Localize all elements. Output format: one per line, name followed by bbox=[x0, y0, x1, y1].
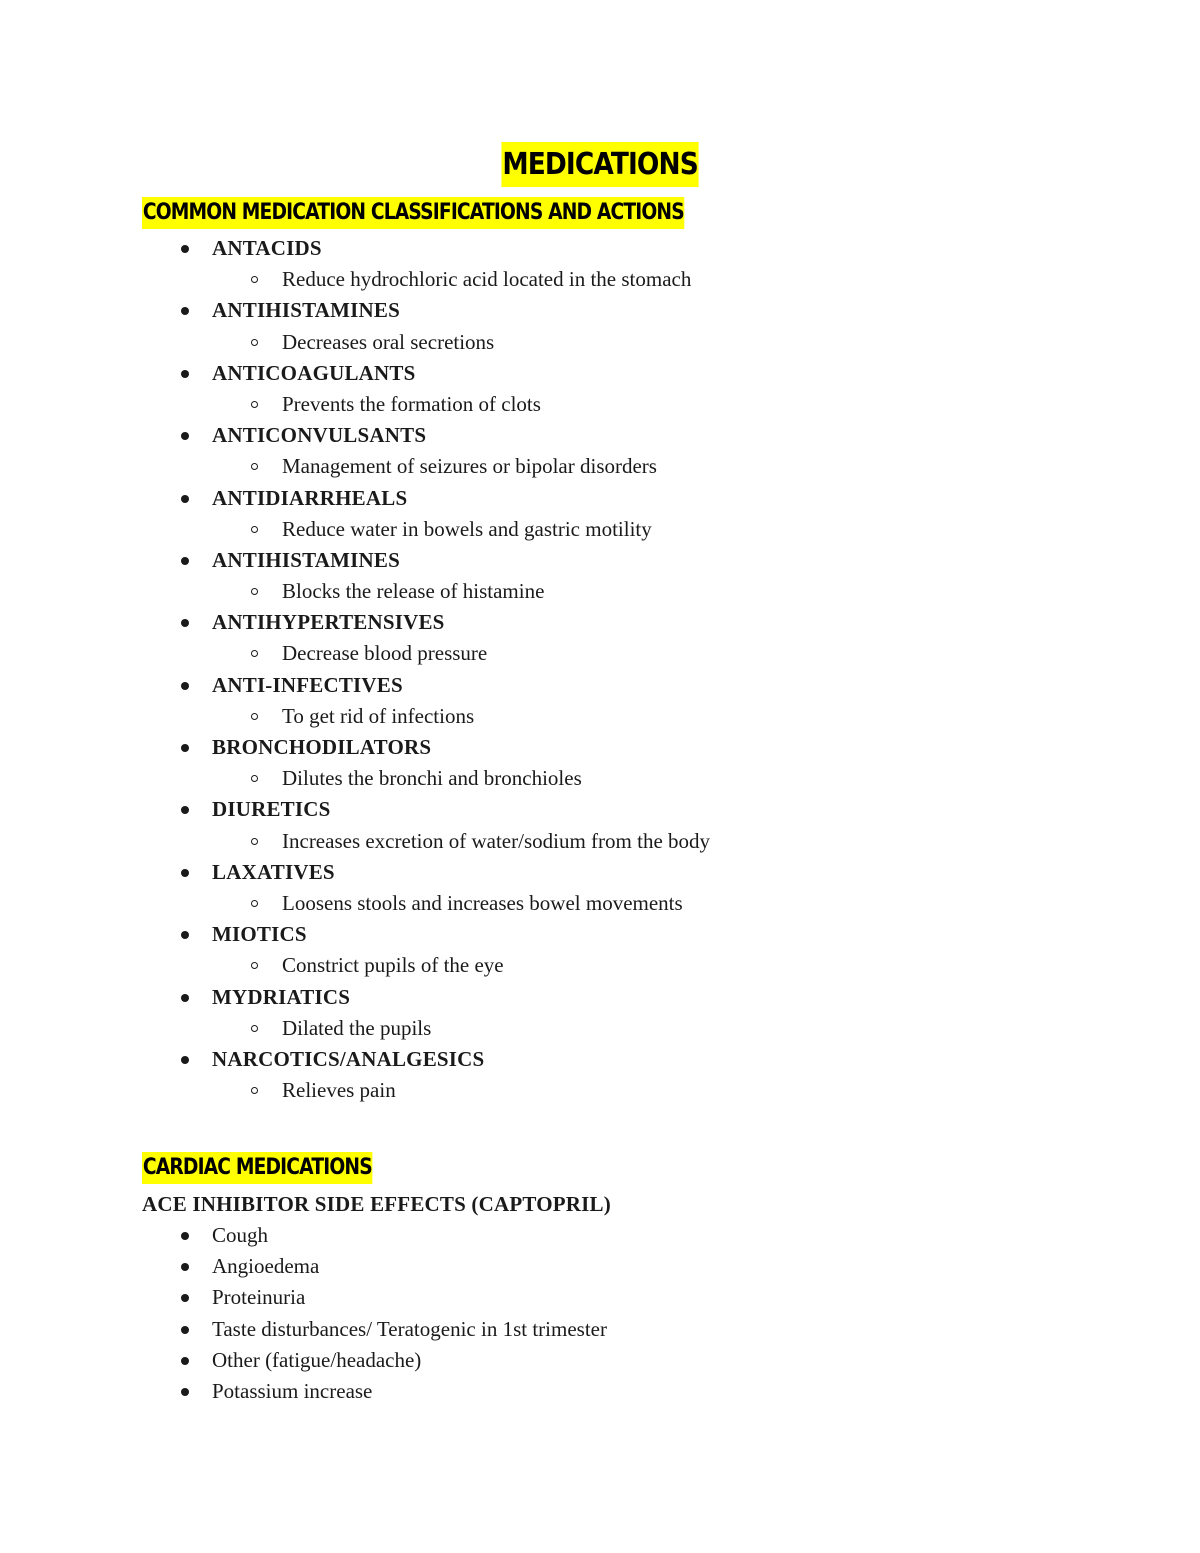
bullet-dot-icon bbox=[181, 931, 189, 939]
bullet-circle-icon bbox=[251, 401, 258, 408]
classification-term: NARCOTICS/ANALGESICS bbox=[212, 1046, 485, 1071]
bullet-circle-icon bbox=[251, 962, 258, 969]
bullet-circle-icon bbox=[251, 650, 258, 657]
side-effect-text: Angioedema bbox=[212, 1254, 320, 1279]
classification-term: MIOTICS bbox=[212, 922, 307, 947]
bullet-circle-icon bbox=[251, 1025, 258, 1032]
bullet-circle-icon bbox=[251, 339, 258, 346]
bullet-dot-icon bbox=[181, 1263, 189, 1271]
bullet-dot-icon bbox=[181, 370, 189, 378]
classification-term: LAXATIVES bbox=[212, 859, 335, 884]
document-title-text: MEDICATIONS bbox=[501, 142, 698, 187]
classification-action-text: Constrict pupils of the eye bbox=[282, 953, 504, 978]
classification-action-text: Dilated the pupils bbox=[282, 1015, 432, 1040]
bullet-dot-icon bbox=[181, 1326, 189, 1334]
section-heading-cardiac bbox=[142, 1152, 373, 1184]
classification-term: ANTIHYPERTENSIVES bbox=[212, 610, 445, 635]
bullet-dot-icon bbox=[181, 1357, 189, 1365]
side-effect-text: Potassium increase bbox=[212, 1378, 373, 1403]
classification-action-text: Decreases oral secretions bbox=[282, 329, 495, 354]
classification-action-text: Prevents the formation of clots bbox=[282, 391, 541, 416]
bullet-circle-icon bbox=[251, 1087, 258, 1094]
classification-action-text: Management of seizures or bipolar disorders bbox=[282, 454, 657, 479]
bullet-dot-icon bbox=[181, 557, 189, 565]
classification-action-text: Increases excretion of water/sodium from the body bbox=[282, 828, 711, 853]
section-heading-classifications bbox=[142, 197, 685, 229]
classification-term: ANTI-INFECTIVES bbox=[212, 672, 403, 697]
classification-action-text: Loosens stools and increases bowel movements bbox=[282, 890, 683, 915]
bullet-dot-icon bbox=[181, 1056, 189, 1064]
bullet-circle-icon bbox=[251, 276, 258, 283]
bullet-dot-icon bbox=[181, 619, 189, 627]
classification-action-text: To get rid of infections bbox=[282, 703, 475, 728]
bullet-dot-icon bbox=[181, 682, 189, 690]
classification-term: ANTIHISTAMINES bbox=[212, 298, 400, 323]
bullet-circle-icon bbox=[251, 463, 258, 470]
classification-action-text: Relieves pain bbox=[282, 1078, 396, 1103]
bullet-dot-icon bbox=[181, 1388, 189, 1396]
classification-term: ANTICONVULSANTS bbox=[212, 423, 427, 448]
bullet-circle-icon bbox=[251, 588, 258, 595]
side-effect-text: Taste disturbances/ Teratogenic in 1st trimester bbox=[212, 1316, 607, 1341]
bullet-dot-icon bbox=[181, 1294, 189, 1302]
bullet-circle-icon bbox=[251, 526, 258, 533]
bullet-dot-icon bbox=[181, 869, 189, 877]
bullet-dot-icon bbox=[181, 744, 189, 752]
side-effect-text: Other (fatigue/headache) bbox=[212, 1347, 422, 1372]
bullet-dot-icon bbox=[181, 245, 189, 253]
classification-term: ANTIHISTAMINES bbox=[212, 547, 400, 572]
bullet-dot-icon bbox=[181, 307, 189, 315]
classification-term: DIURETICS bbox=[212, 797, 331, 822]
bullet-circle-icon bbox=[251, 775, 258, 782]
side-effect-text: Cough bbox=[212, 1223, 269, 1247]
section-heading-classifications-text: COMMON MEDICATION CLASSIFICATIONS AND ACTIONS bbox=[142, 197, 685, 229]
bullet-dot-icon bbox=[181, 495, 189, 503]
classification-term: ANTIDIARRHEALS bbox=[212, 485, 408, 510]
classification-action-text: Reduce hydrochloric acid located in the stomach bbox=[282, 267, 692, 292]
classification-action-text: Dilutes the bronchi and bronchioles bbox=[282, 766, 582, 791]
classification-term: ANTICOAGULANTS bbox=[212, 360, 416, 385]
bullet-circle-icon bbox=[251, 900, 258, 907]
classification-action-text: Reduce water in bowels and gastric motility bbox=[282, 516, 652, 541]
bullet-circle-icon bbox=[251, 838, 258, 845]
classification-term: BRONCHODILATORS bbox=[212, 735, 432, 759]
bullet-dot-icon bbox=[181, 432, 189, 440]
ace-inhibitor-subheading: ACE INHIBITOR SIDE EFFECTS (CAPTOPRIL) bbox=[142, 1192, 611, 1216]
classification-action-text: Decrease blood pressure bbox=[282, 641, 488, 666]
classification-term: ANTACIDS bbox=[212, 236, 322, 260]
bullet-circle-icon bbox=[251, 713, 258, 720]
bullet-dot-icon bbox=[181, 994, 189, 1002]
bullet-dot-icon bbox=[181, 806, 189, 814]
document-title bbox=[0, 142, 1200, 187]
side-effect-text: Proteinuria bbox=[212, 1285, 306, 1310]
section-heading-cardiac-text: CARDIAC MEDICATIONS bbox=[142, 1152, 373, 1184]
bullet-dot-icon bbox=[181, 1232, 189, 1240]
classification-term: MYDRIATICS bbox=[212, 984, 351, 1009]
classification-action-text: Blocks the release of histamine bbox=[282, 579, 545, 604]
